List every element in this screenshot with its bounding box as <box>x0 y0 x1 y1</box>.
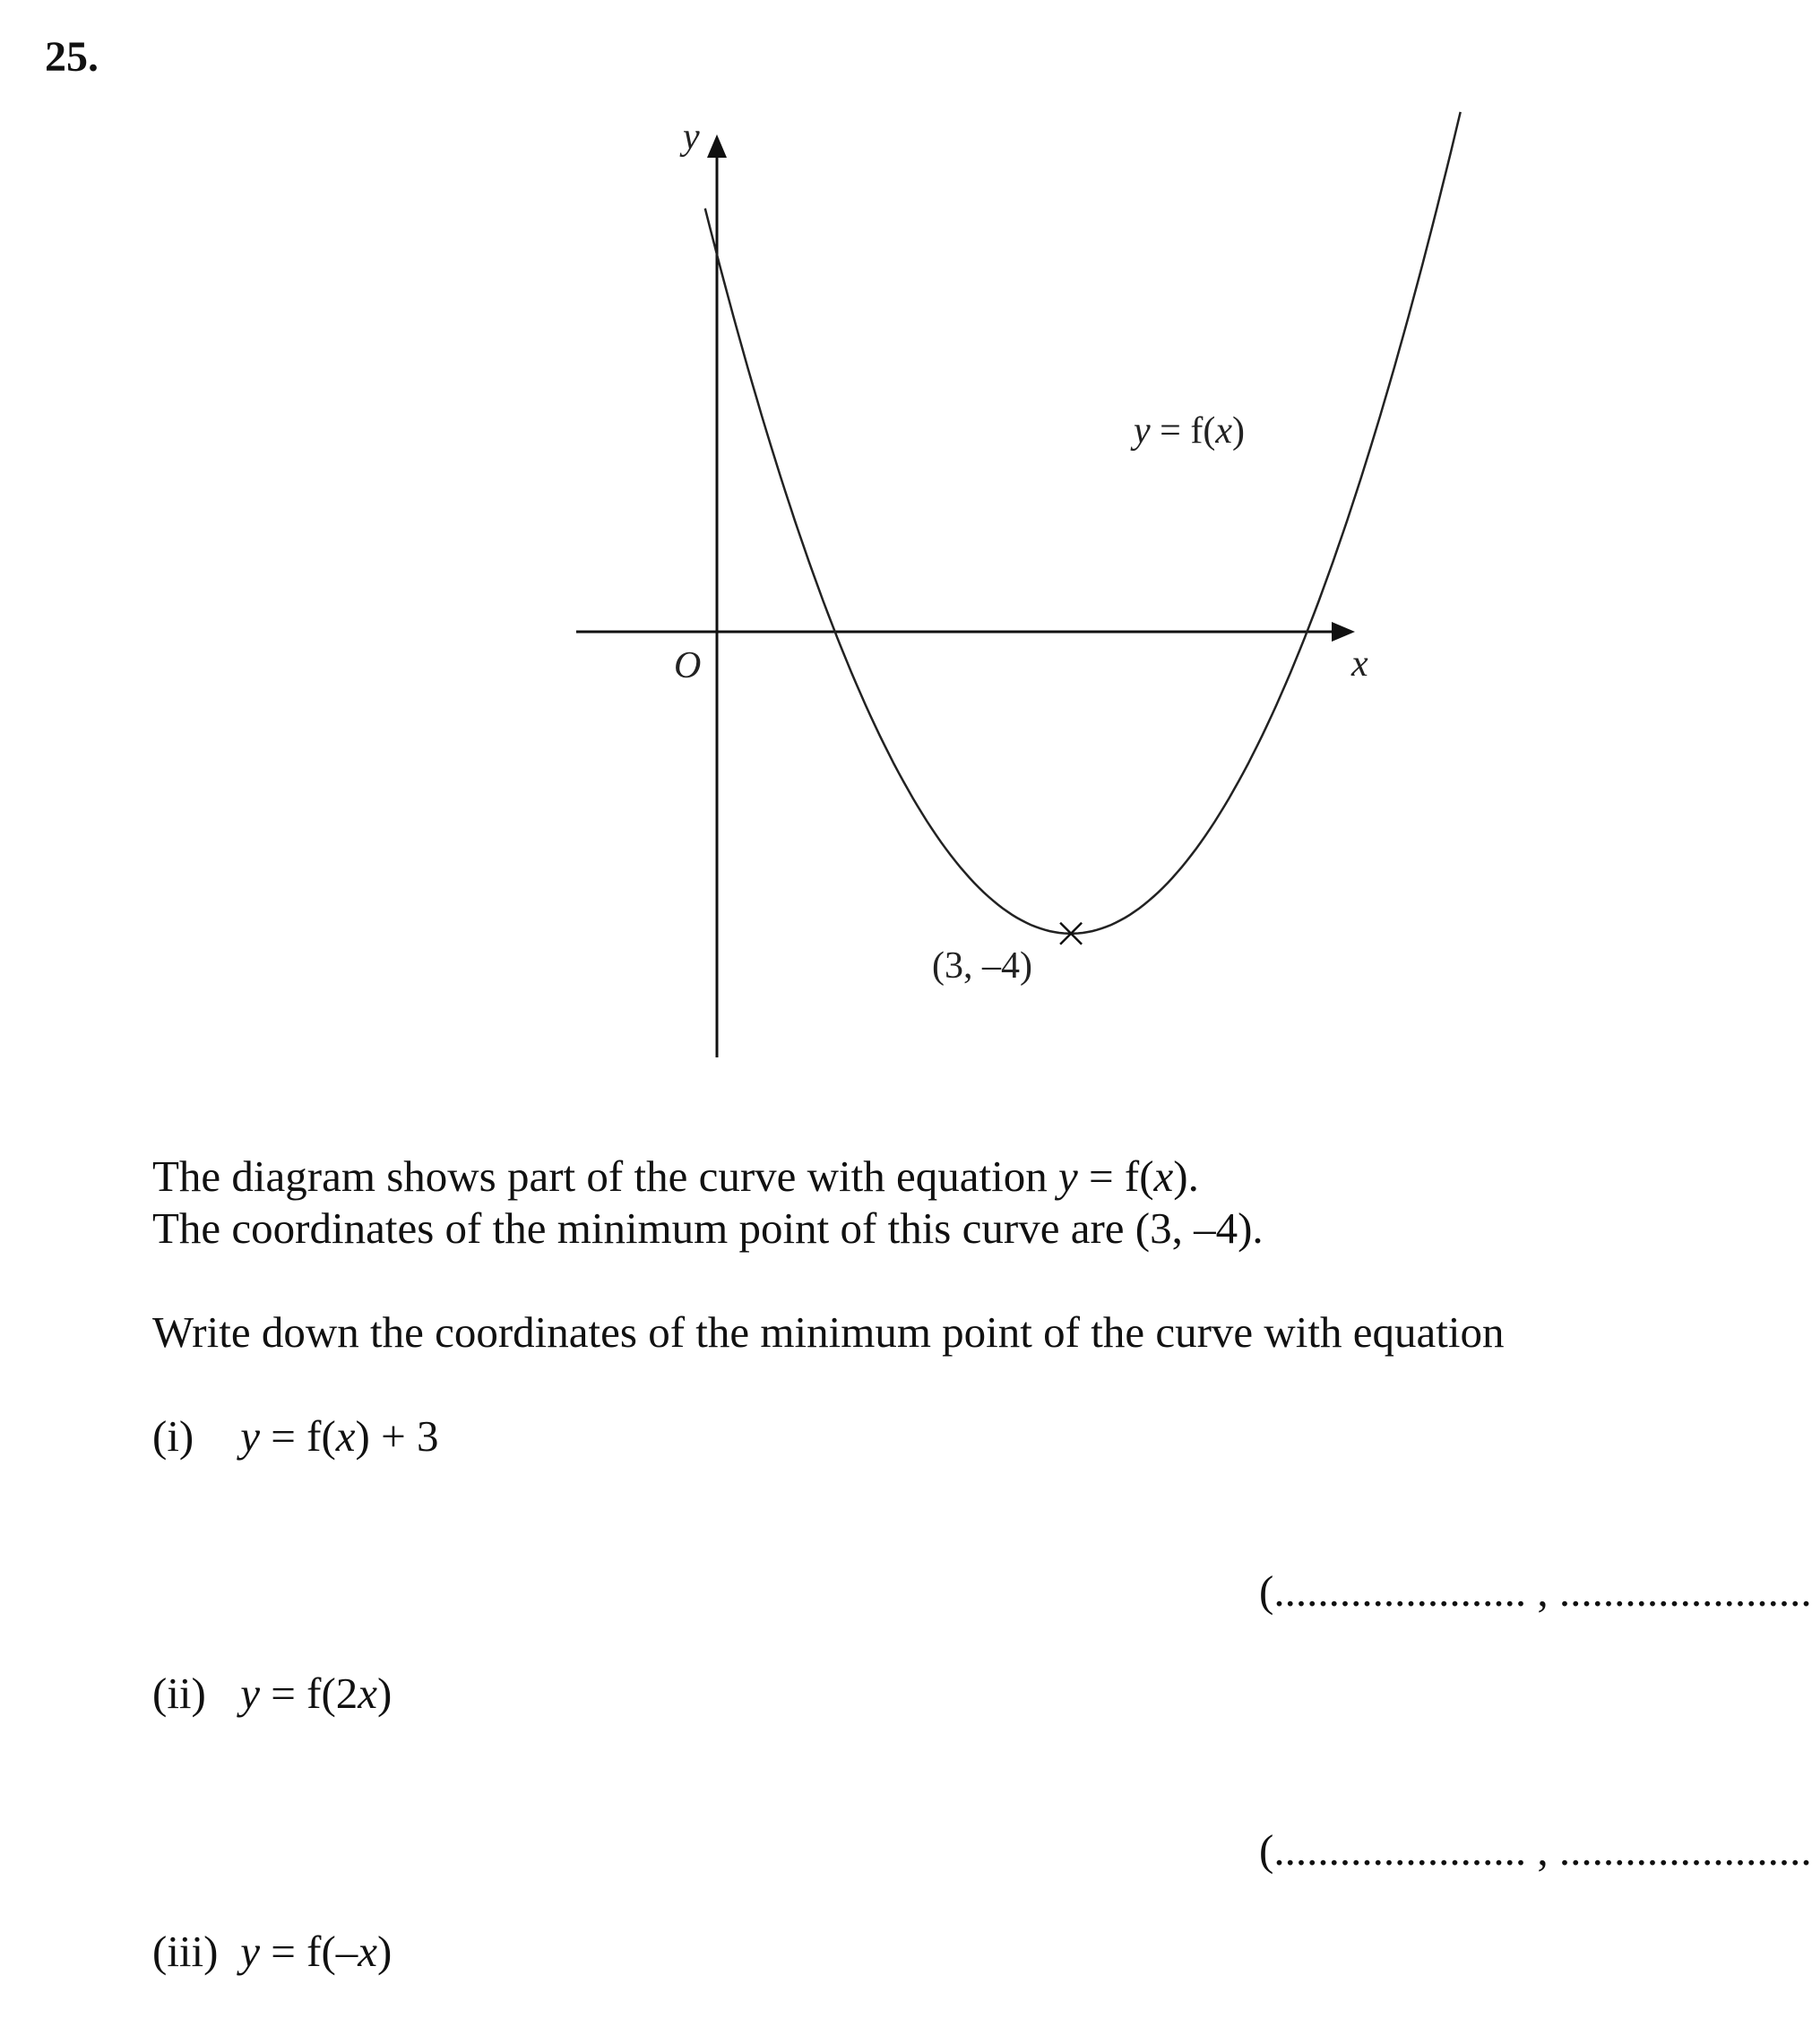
part-ii-number: (ii) <box>152 1669 206 1718</box>
minimum-point-label: (3, –4) <box>932 945 1032 987</box>
part-i-number: (i) <box>152 1411 194 1461</box>
part-iii-number: (iii) <box>152 1927 219 1976</box>
curve-y-equals-f-x <box>705 112 1461 934</box>
part-ii-equation: y = f(2x) <box>240 1669 393 1718</box>
part-ii <box>152 1669 393 1718</box>
curve-label-text: y = f(x) <box>1134 410 1245 452</box>
curve-diagram <box>0 0 1592 1120</box>
instruction-text: Write down the coordinates of the minimum point of the curve with equation <box>152 1307 1505 1357</box>
part-iii <box>152 1927 393 1976</box>
y-axis-label: y <box>683 116 700 158</box>
part-ii-answer-line[interactable]: (....................... , ....................... <box>1259 1825 1812 1875</box>
curve-equation-label <box>1134 412 1245 450</box>
curve-layer <box>705 112 1461 934</box>
description-line-2: The coordinates of the minimum point of this curve are (3, –4). <box>152 1203 1264 1253</box>
origin-label: O <box>674 645 702 686</box>
part-i <box>152 1411 439 1461</box>
x-axis-label: x <box>1351 643 1368 685</box>
y-axis-arrowhead <box>707 134 727 158</box>
part-i-answer-line[interactable]: (....................... , ....................... <box>1259 1566 1812 1616</box>
part-i-equation: y = f(x) + 3 <box>240 1411 439 1461</box>
axes <box>576 134 1355 1057</box>
x-axis-arrowhead <box>1332 622 1355 642</box>
description-line-1-text: The diagram shows part of the curve with equation y = f(x). <box>152 1151 1199 1201</box>
description-line-1 <box>152 1151 1199 1201</box>
part-iii-equation: y = f(–x) <box>240 1927 393 1976</box>
question-number: 25. <box>45 33 99 81</box>
